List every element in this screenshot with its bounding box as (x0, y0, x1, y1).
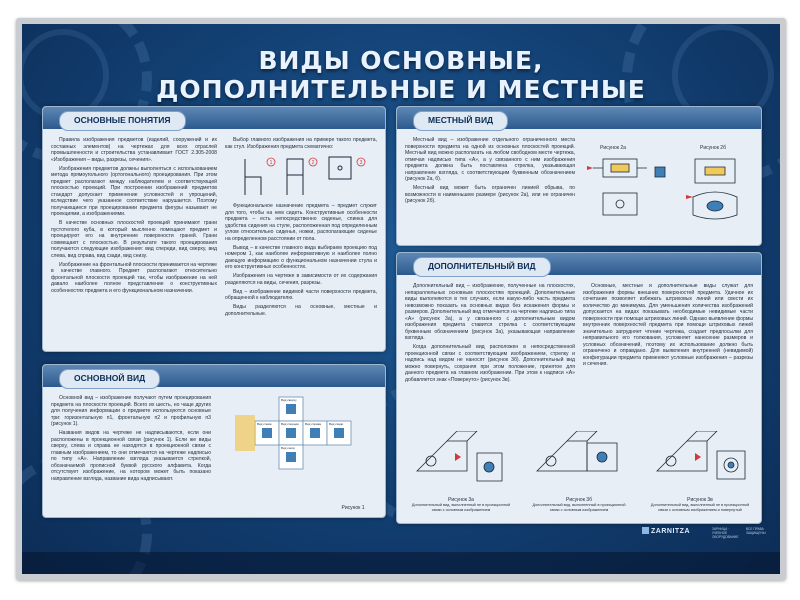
figure-description: Дополнительный вид, выполненный в проекционной связи с основным изображением (532, 503, 626, 512)
figure-number: Рисунок 3б (566, 497, 592, 503)
additional-col-2 (583, 283, 753, 429)
footer-fine-print: ЗАРНИЦА · УЧЕБНОЕ ОБОРУДОВАНИЕ (712, 527, 739, 539)
panel-title: ДОПОЛНИТЕЛЬНЫЙ ВИД (413, 257, 551, 277)
panel-local-view (396, 106, 762, 246)
panel-title: ОСНОВНЫЕ ПОНЯТИЯ (59, 111, 186, 131)
paragraph: Названия видов на чертеже не надписываются, если они расположены в проекционной связи (рисунок 1). Если же виды сверху, слева и справа не находятся в проекционной связи с главным изображением, то они отмечаются на чертеже надписью по типу «А». Направление взгляда указывается стрелкой, обозначаемой прописной буквой русского алфавита. Когда отсутствует изображение, на котором может быть показано направление взгляда, название вида надписывают. (51, 430, 211, 482)
paragraph: Основные, местные и дополнительные виды служат для изображения формы внешних поверхностей предмета. Удачное их сочетание позволяет избежать штриховых линий или свести их количество до минимума. Для уменьшения количества изображений допускается на видах показывать необходимые невидимые части поверхности при помощи штриховых линий. Однако выявление формы внутренних поверхностей предмета при помощи штриховых линий значительно затрудняет чтение чертежа, создает предпосылки для неправильного его толкования, усложняет нанесение размеров и условных обозначений, поэтому их использование должно быть ограничено и оправдано. Для выявления внутренней (невидимой) конфигурации предмета применяют условные изображения – разрезы и сечения. (583, 283, 753, 367)
cube-label: Вид сверху (281, 398, 297, 402)
cube-label: Вид сзади (329, 422, 344, 426)
figure-caption (411, 497, 511, 512)
paragraph: Дополнительный вид – изображение, полученные на плоскостях, непараллельных основным плоскостям проекций. Дополнительные виды выполняются в тех случаях, если какую-либо часть предмета невозможно показать на основных видах без искажения формы и размеров. Дополнительный вид отмечается на чертеже надписью типа «А» (рисунок 3а), а у связанного с дополнительным видом изображения предмета ставится стрелка с соответствующим буквенным обозначением (рисунок 3а), указывающая направление взгляда. (405, 283, 575, 341)
cube-label: Вид справа (305, 422, 321, 426)
poster (22, 24, 780, 574)
panel-title: ОСНОВНОЙ ВИД (59, 369, 160, 389)
cube-unfold-figure (235, 393, 365, 503)
figure-description: Дополнительный вид, выполненный не в проекционной связи с основным изображением (411, 503, 511, 512)
logo-icon (642, 527, 649, 534)
cube-label: Вид спереди (281, 422, 299, 426)
brand-logo (642, 527, 690, 535)
paragraph: Основной вид – изображение получают путем проецирования предмета на плоскости проекций. Всего их шесть, но чаще других для получения информации о предмете используются основные три: горизонтальную п1, фронтальную п2 и профильную п3 (рисунок 1). (51, 395, 211, 427)
panel-main-view (42, 364, 386, 518)
paragraph: Изображения предметов должны выполняться с использованием метода прямоугольного (ортогонального) проецирования. При этом предмет располагают между наблюдателем и соответствующей плоскостью проекций. При построении изображений предметов стандарт допускает применение условностей и упрощений, вследствие чего указанное соответствие нарушается. Поэтому получающиеся при проецировании предмета фигуры называют не проекциями, а изображениями. (51, 165, 217, 217)
paragraph: Местный вид – изображение отдельного ограниченного места поверхности предмета на одной из основных плоскостей проекций. Местный вид можно располагать на любом свободном месте чертежа, отмечая надписью типа «А», а у связанного с ним изображения предмета должна быть поставлена стрелка, указывающая направление взгляда, с соответствующим буквенным обозначением (рисунок 2а, б). (405, 137, 575, 182)
cube-label: Вид снизу (281, 446, 295, 450)
basic-col-2-intro (225, 137, 377, 153)
paragraph: Выбор главного изображения на примере такого предмета, как стул. Изображения предмета схематично: (225, 137, 377, 150)
figure-caption: Рисунок 1 (341, 505, 365, 511)
figure-number: Рисунок 3а (448, 497, 474, 503)
paragraph: Местный вид может быть ограничен линией обрыва, по возможности в наименьшем размере (рисунок 2а), или не ограничен (рисунок 2б). (405, 185, 575, 204)
paragraph: Вывод – в качестве главного вида выбираем проекцию под номером 1, как наиболее информативную и наиболее полно дающую информацию о функциональном назначении стула и его конструктивных особенностях. (225, 244, 377, 270)
panel-additional-view (396, 252, 762, 524)
paragraph: Правила изображения предметов (изделий, сооружений и их составных элементов) на чертежах для всех отраслей промышленности и строительства устанавливает ГОСТ 2.305-2008 «Изображения – виды, разрезы, сечения». (51, 137, 217, 163)
footer-fine-print: ВСЕ ПРАВА ЗАЩИЩЕНЫ (746, 527, 766, 535)
chair-marker: 3 (359, 160, 363, 166)
paragraph: В качестве основных плоскостей проекций принимают грани пустотелого куба, в который мысленно помещают предмет и проецируют его на внутренние поверхности граней. Грани совмещают с плоскостью. В результате такого проецирования получаются следующие изображения: вид спереди, вид сверху, вид слева, вид справа, вид сзади, вид снизу. (51, 220, 217, 259)
panel-title: МЕСТНЫЙ ВИД (413, 111, 508, 131)
additional-col-1 (405, 283, 575, 429)
basic-col-2 (225, 203, 377, 345)
figure-caption (647, 497, 753, 512)
paragraph: Когда дополнительный вид расположен в непосредственной проекционной связи с соответствующим изображением, стрелку и надпись над видом не наносят (рисунок 3б). Дополнительный вид можно повернуть, сохраняя при этом положение, принятое для данного предмета на главном изображении. При этом к надписи «А» добавляется знак «Повернуто» (рисунок 3в). (405, 344, 575, 383)
additional-view-figures (407, 431, 751, 493)
cube-label: Вид слева (257, 422, 272, 426)
paragraph: Вид – изображение видимой части поверхности предмета, обращенной к наблюдателю. (225, 288, 377, 301)
paragraph: Виды разделяются на основные, местные и дополнительные. (225, 304, 377, 317)
figure-caption: Рисунок 2б (700, 145, 726, 151)
paragraph: Функциональное назначение предмета – предмет служит для того, чтобы на нем сидеть. Конструктивные особенности предмета – есть непосредственно сиденье, спинка для удобства сидения на стуле, расположенная под определенным углом относительно сиденья, ножки, располагающие сиденье на определенном расстоянии от пола. (225, 203, 377, 242)
main-view-text (51, 395, 211, 511)
title-line-1: ВИДЫ ОСНОВНЫЕ, (258, 46, 544, 75)
paragraph: Изображения на чертеже в зависимости от их содержания разделяются на виды, сечения, разрезы. (225, 273, 377, 286)
figure-caption: Рисунок 2а (600, 145, 626, 151)
paragraph: Изображение на фронтальной плоскости принимается на чертеже в качестве главного. Предмет располагают относительно фронтальной плоскости проекций так, чтобы изображение на ней давало наиболее полное представление о конструктивных особенностях предмета и его функциональном назначении. (51, 261, 217, 294)
brand-name: ZARNITZA (651, 528, 690, 535)
panel-basic-concepts (42, 106, 386, 352)
poster-title (22, 46, 780, 104)
figure-number: Рисунок 3в (687, 497, 713, 503)
poster-footer (22, 552, 780, 574)
chair-marker: 2 (311, 160, 315, 166)
figure-caption (529, 497, 629, 512)
basic-col-1 (51, 137, 217, 345)
local-view-figures (585, 153, 757, 235)
local-view-text (405, 137, 575, 239)
title-line-2: ДОПОЛНИТЕЛЬНЫЕ И МЕСТНЫЕ (156, 75, 646, 104)
chair-marker: 1 (269, 160, 273, 166)
chair-figure (231, 153, 371, 199)
figure-description: Дополнительный вид, выполненный не в проекционной связи с основным изображением и повернутый (650, 503, 750, 512)
